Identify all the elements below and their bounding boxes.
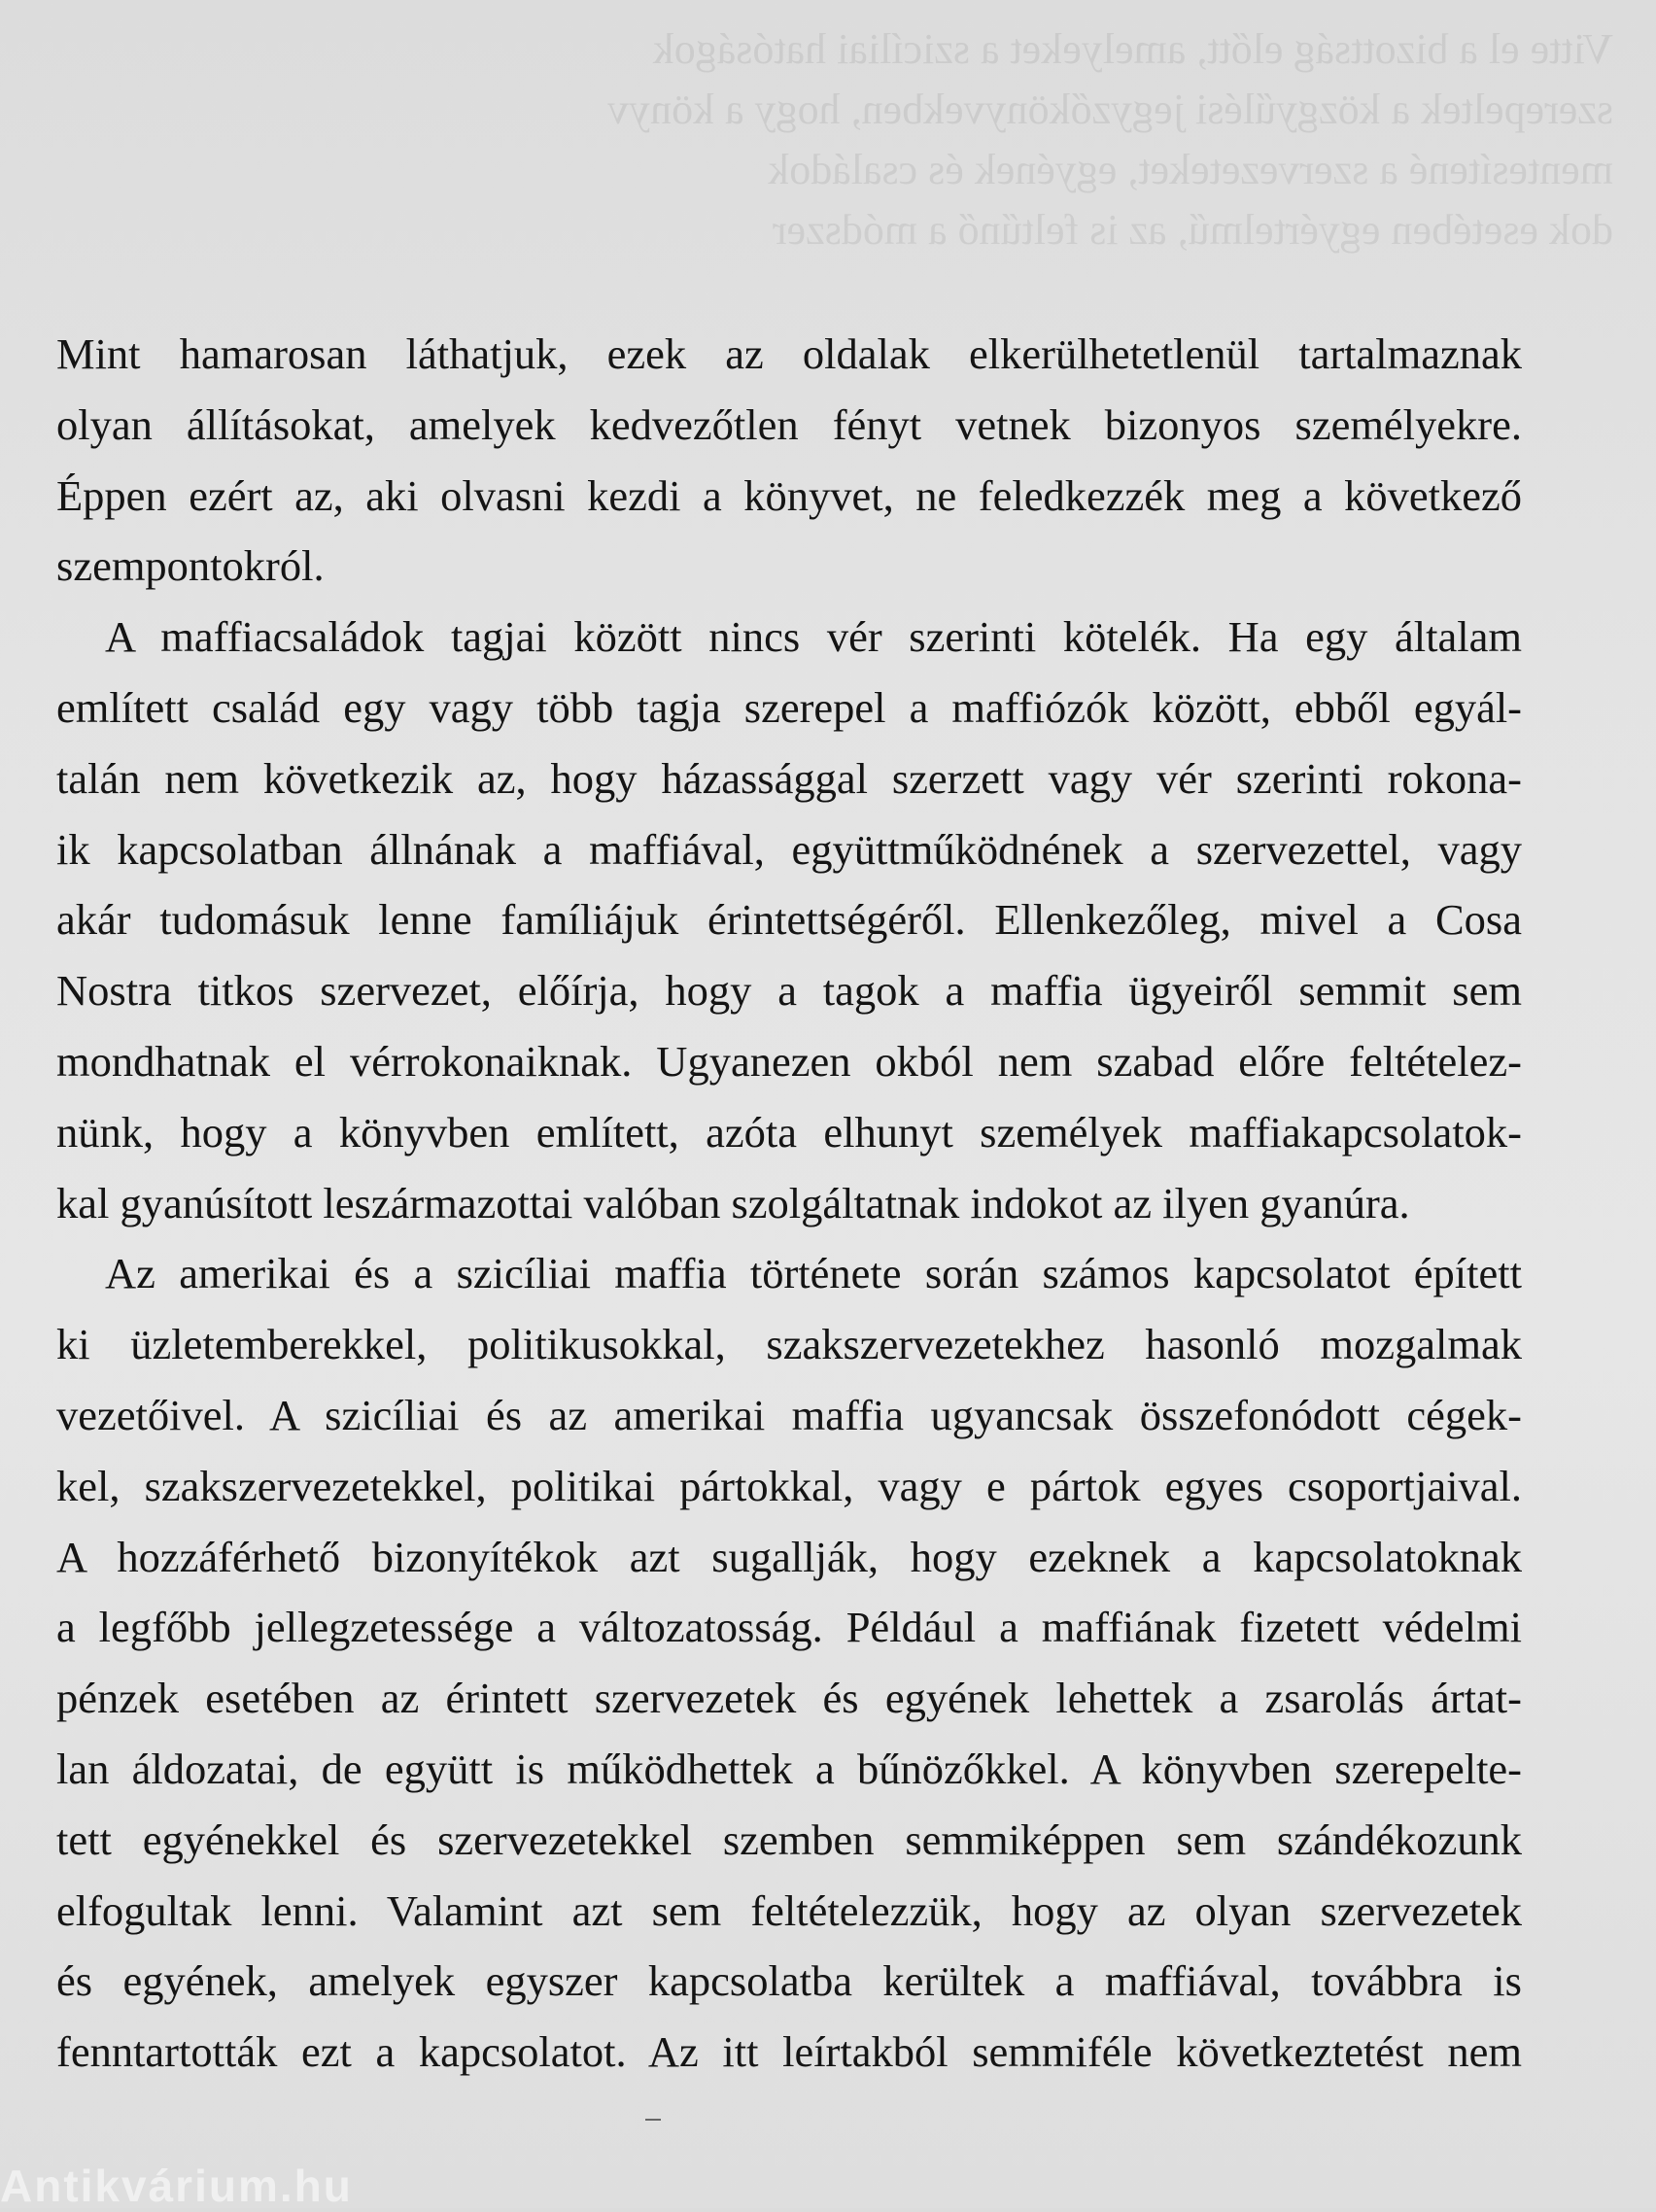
text-line: A hozzáférhető bizonyítékok azt sugallják, hogy ezeknek a kapcsolatoknak — [56, 1532, 1522, 1581]
text-line: ki üzletemberekkel, politikusokkal, szakszervezetekhez hasonló mozgalmak — [56, 1320, 1522, 1369]
text-line: Nostra titkos szervezet, előírja, hogy a tagok a maffia ügyeiről semmit sem — [56, 966, 1522, 1016]
text-line: és egyének, amelyek egyszer kapcsolatba kerültek a maffiával, továbbra is — [56, 1956, 1522, 2006]
watermark: Antikvárium.hu — [0, 2160, 353, 2211]
text-line: elfogultak lenni. Valamint azt sem feltételezzük, hogy az olyan szervezetek — [56, 1885, 1522, 1935]
show-through-line: mentesítené a szervezeteket, egyének és családok — [768, 146, 1613, 193]
show-through-line: dok esetében egyértelmű, az is feltűnő a módszer — [772, 206, 1613, 254]
text-line: Az amerikai és a szicíliai maffia története során számos kapcsolatot épített — [105, 1249, 1522, 1298]
text-line: Éppen ezért az, aki olvasni kezdi a könyvet, ne feledkezzék meg a következő — [56, 470, 1522, 520]
page-mark — [645, 2119, 661, 2121]
text-line: a legfőbb jellegzetessége a változatosság. Például a maffiának fizetett védelmi — [56, 1603, 1522, 1652]
text-line: olyan állításokat, amelyek kedvezőtlen fényt vetnek bizonyos személyekre. — [56, 399, 1522, 449]
text-line: lan áldozatai, de együtt is működhettek a bűnözőkkel. A könyvben szerepeltе- — [56, 1744, 1522, 1793]
text-line: Mint hamarosan láthatjuk, ezek az oldalak elkerülhetetlenül tartalmaznak — [56, 329, 1522, 378]
text-line: említett család egy vagy több tagja szerepel a maffiózók között, ebből egyál- — [56, 682, 1522, 732]
body-text — [56, 319, 1522, 2088]
text-line: nünk, hogy a könyvben említett, azóta elhunyt személyek maffiakapcsolatok- — [56, 1107, 1522, 1157]
text-line: fenntartották ezt a kapcsolatot. Az itt leírtakból semmiféle következtetést nem — [56, 2027, 1522, 2077]
text-line: vezetőivel. A szicíliai és az amerikai maffia ugyancsak összefonódott cégek- — [56, 1390, 1522, 1439]
text-line: kel, szakszervezetekkel, politikai pártokkal, vagy e pártok egyes csoportjaival. — [56, 1461, 1522, 1510]
show-through-line: Vitte el a bizottság előtt, amelyeket a szicíliai hatóságok — [652, 25, 1613, 73]
show-through-line: szerepeltek a közgyűlési jegyzőkönyvekben, hogy a könyv — [607, 86, 1613, 133]
text-line: kal gyanúsított leszármazottai valóban szolgáltatnak indokot az ilyen gyanúra. — [56, 1178, 1410, 1227]
text-line: pénzek esetében az érintett szervezetek és egyének lehettek a zsarolás ártat- — [56, 1674, 1522, 1723]
text-line: tett egyénekkel és szervezetekkel szemben semmiképpen sem szándékozunk — [56, 1815, 1522, 1864]
text-line: akár tudomásuk lenne famíliájuk érintettségéről. Ellenkezőleg, mivel a Cosa — [56, 895, 1522, 945]
text-line: mondhatnak el vérrokonaiknak. Ugyanezen okból nem szabad előre feltételez- — [56, 1036, 1522, 1086]
text-line: A maffiacsaládok tagjai között nincs vér szerinti kötelék. Ha egy általam — [105, 612, 1522, 662]
text-line: ik kapcsolatban állnának a maffiával, együttműködnének a szervezettel, vagy — [56, 824, 1522, 874]
text-line: talán nem következik az, hogy házassággal szerzett vagy vér szerinti rokona- — [56, 753, 1522, 803]
show-through-text — [39, 19, 1613, 260]
text-line: szempontokról. — [56, 541, 325, 591]
